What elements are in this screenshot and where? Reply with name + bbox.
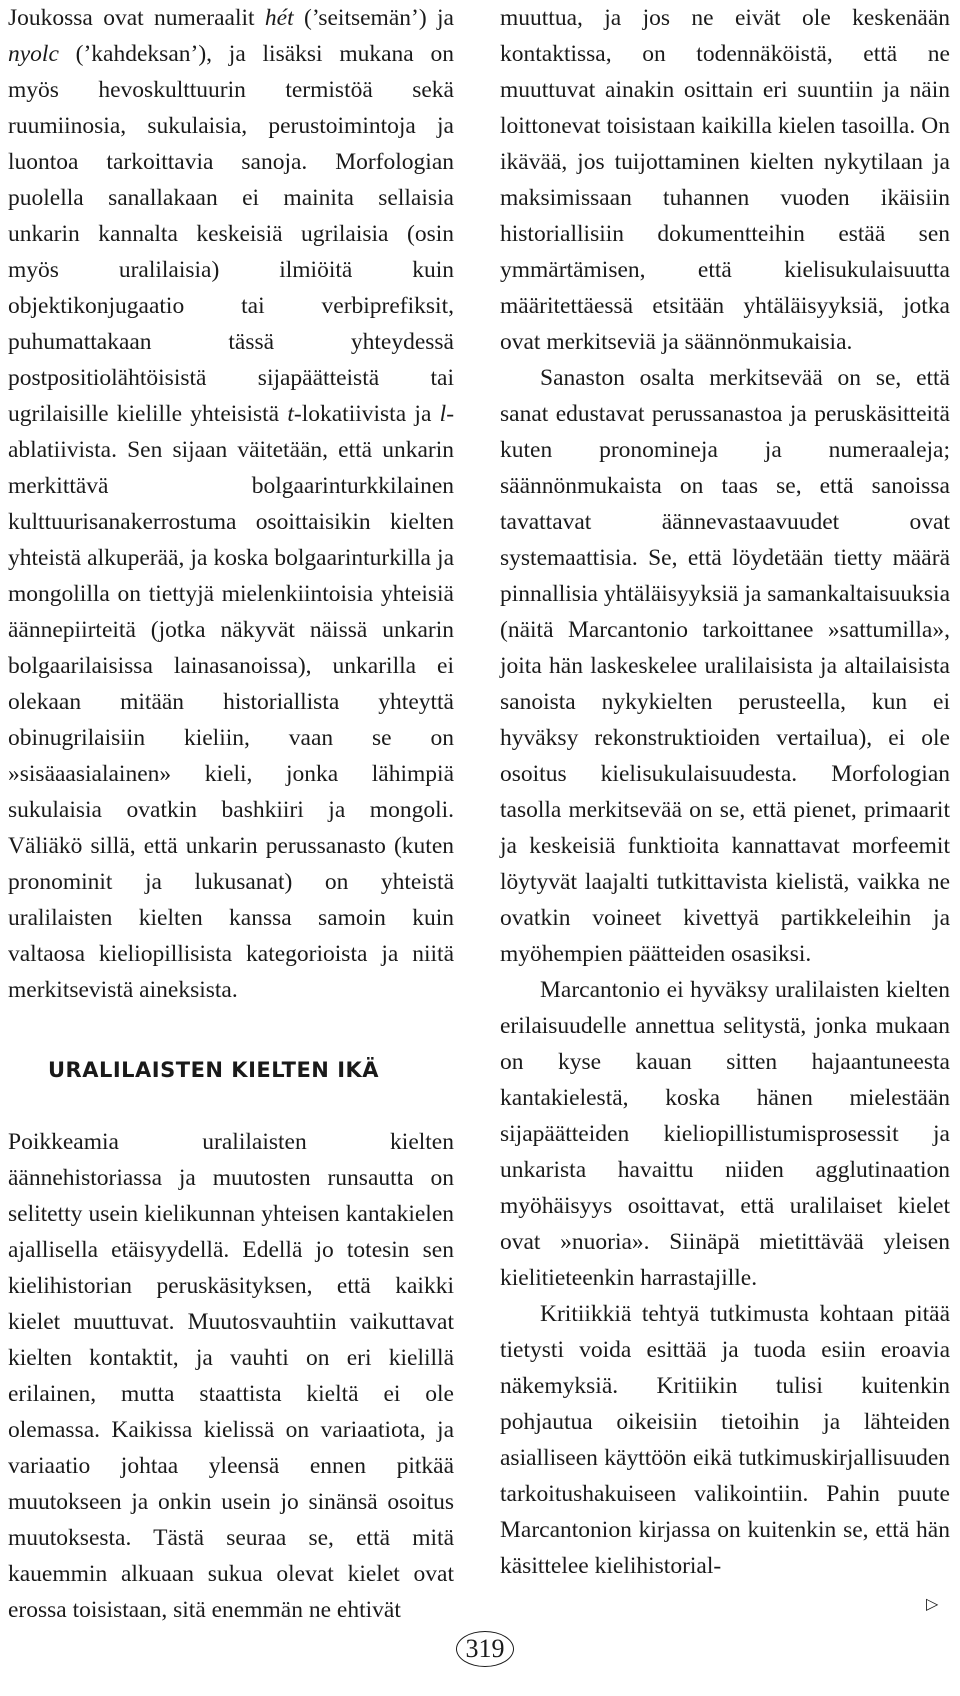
right-paragraph-2: Sanaston osalta merkitsevää on se, että sanat edustavat perussanastoa ja peruskäsitteitä kuten pronomineja ja numeraaleja; säännönmukaista on taas se, että sanoissa tavattavat äännevastaavuudet ovat systemaattisia. Se, että löydetään tietty määrä pinnallisia yhtäläisyyksiä ja samankaltaisuuksia (näitä Marcantonio tarkoittanee »sattumilla», joita hän laskeskelee uralilaisista ja altailaisista sanoista nykykielten perusteella, kun ei hyväksy rekonstruktioiden vertailua), ei ole osoitus kielisukulaisuudesta. Morfologian tasolla merkitsevää on se, että pienet, primaarit ja keskeisiä funktioita kannattavat morfeemit löytyvät laajalti tutkittavista kielistä, vaikka ne ovatkin voineet kivettyä partikkeleihin ja myöhempien päätteiden osasiksi. (500, 365, 950, 967)
continue-arrow-icon: ▷ (926, 1594, 939, 1613)
right-paragraph-3: Marcantonio ei hyväksy uralilaisten kielten erilaisuudelle annettua selitystä, jonka mukaan on kyse kauan sitten hajaantuneesta kantakielestä, koska hänen mielestään sijapäätteiden kieliopillistumisprosessit ja unkarista havaittu niiden agglutinaation myöhäisyys osoittavat, että uralilaiset kielet ovat »nuoria». Siinäpä mietittävää yleisen kielitieteenkin harrastajille. (500, 977, 950, 1291)
left-column (8, 0, 454, 1628)
left-paragraph-1: Joukossa ovat numeraalit hét (’seitsemän’) ja nyolc (’kahdeksan’), ja lisäksi mukana on myös hevoskulttuurin termistöä sekä ruumiinosia, sukulaisia, perustoimintoja ja luontoa tarkoittavia sanoja. Morfologian puolella sanallakaan ei mainita sellaisia unkarin kannalta keskeisiä ugrilaisia (osin myös uralilaisia) ilmiöitä kuin objektikonjugaatio tai verbiprefiksit, puhumattakaan tässä yhteydessä postpositiolähtöisistä sijapäätteistä tai ugrilaisille kielille yhteisistä t-lokatiivista ja l-ablatiivista. Sen sijaan väitetään, että unkarin merkittävä bolgaarinturkkilainen kulttuurisanakerrostuma osoittaisikin kielten yhteistä alkuperää, ja koska bolgaarinturkilla ja mongolilla on tiettyjä mielenkiintoisia yhteisiä äännepiirteitä (jotka näkyvät näissä unkarin bolgaarilaisissa lainasanoissa), unkarilla ei olekaan mitään historiallista yhteyttä obinugrilaisiin kieliin, vaan se on »sisäaasialainen» kieli, jonka lähimpiä sukulaisia ovatkin bashkiiri ja mongoli. Väliäkö sillä, että unkarin perussanasto (kuten pronominit ja lukusanat) on yhteistä uralilaisten kielten kanssa samoin kuin valtaosa kieliopillisista kategorioista ja niitä merkitsevistä aineksista. (8, 5, 455, 1003)
section-heading: URALILAISTEN KIELTEN IKÄ (48, 1058, 380, 1082)
left-paragraph-2: Poikkeamia uralilaisten kielten äännehistoriassa ja muutosten runsautta on selitetty usein kielikunnan yhteisen kantakielen ajallisella etäisyydellä. Edellä jo totesin sen kielihistorian peruskäsityksen, että kaikki kielet muuttuvat. Muutosvauhtiin vaikuttavat kielten kontaktit, ja vauhti on eri kielillä erilainen, mutta staattista kieltä ei ole olemassa. Kaikissa kielissä on variaatiota, ja variaatio johtaa yleensä ennen pitkää muutokseen ja onkin usein jo sinänsä osoitus muutoksesta. Tästä seuraa se, että mitä kauemmin alkuaan sukua olevat kielet ovat erossa toisistaan, sitä enemmän ne ehtivät (8, 1129, 454, 1623)
right-paragraph-1: muuttua, ja jos ne eivät ole keskenään kontaktissa, on todennäköistä, että ne muuttuvat ainakin osittain eri suuntiin ja näin loittonevat toisistaan kaikilla kielen tasoilla. On ikävää, jos tuijottaminen kielten nykytilaan ja maksimissaan tuhannen vuoden ikäisiin historiallisiin dokumentteihin estää sen ymmärtämisen, että kielisukulaisuutta määritettäessä etsitään yhtäläisyyksiä, jotka ovat merkitseviä ja säännönmukaisia. (500, 5, 950, 355)
right-column (500, 0, 950, 1584)
right-paragraph-4: Kritiikkiä tehtyä tutkimusta kohtaan pitää tietysti voida esittää ja tuoda esiin eroavia näkemyksiä. Kritiikin tulisi kuitenkin pohjautua oikeisiin tietoihin ja lähteiden asialliseen käyttöön eikä tutkimuskirjallisuuden tarkoitushakuiseen valikointiin. Pahin puute Marcantonion kirjassa on kuitenkin se, että hän käsittelee kielihistorial- (500, 1301, 950, 1579)
page-number: 319 (456, 1631, 514, 1667)
